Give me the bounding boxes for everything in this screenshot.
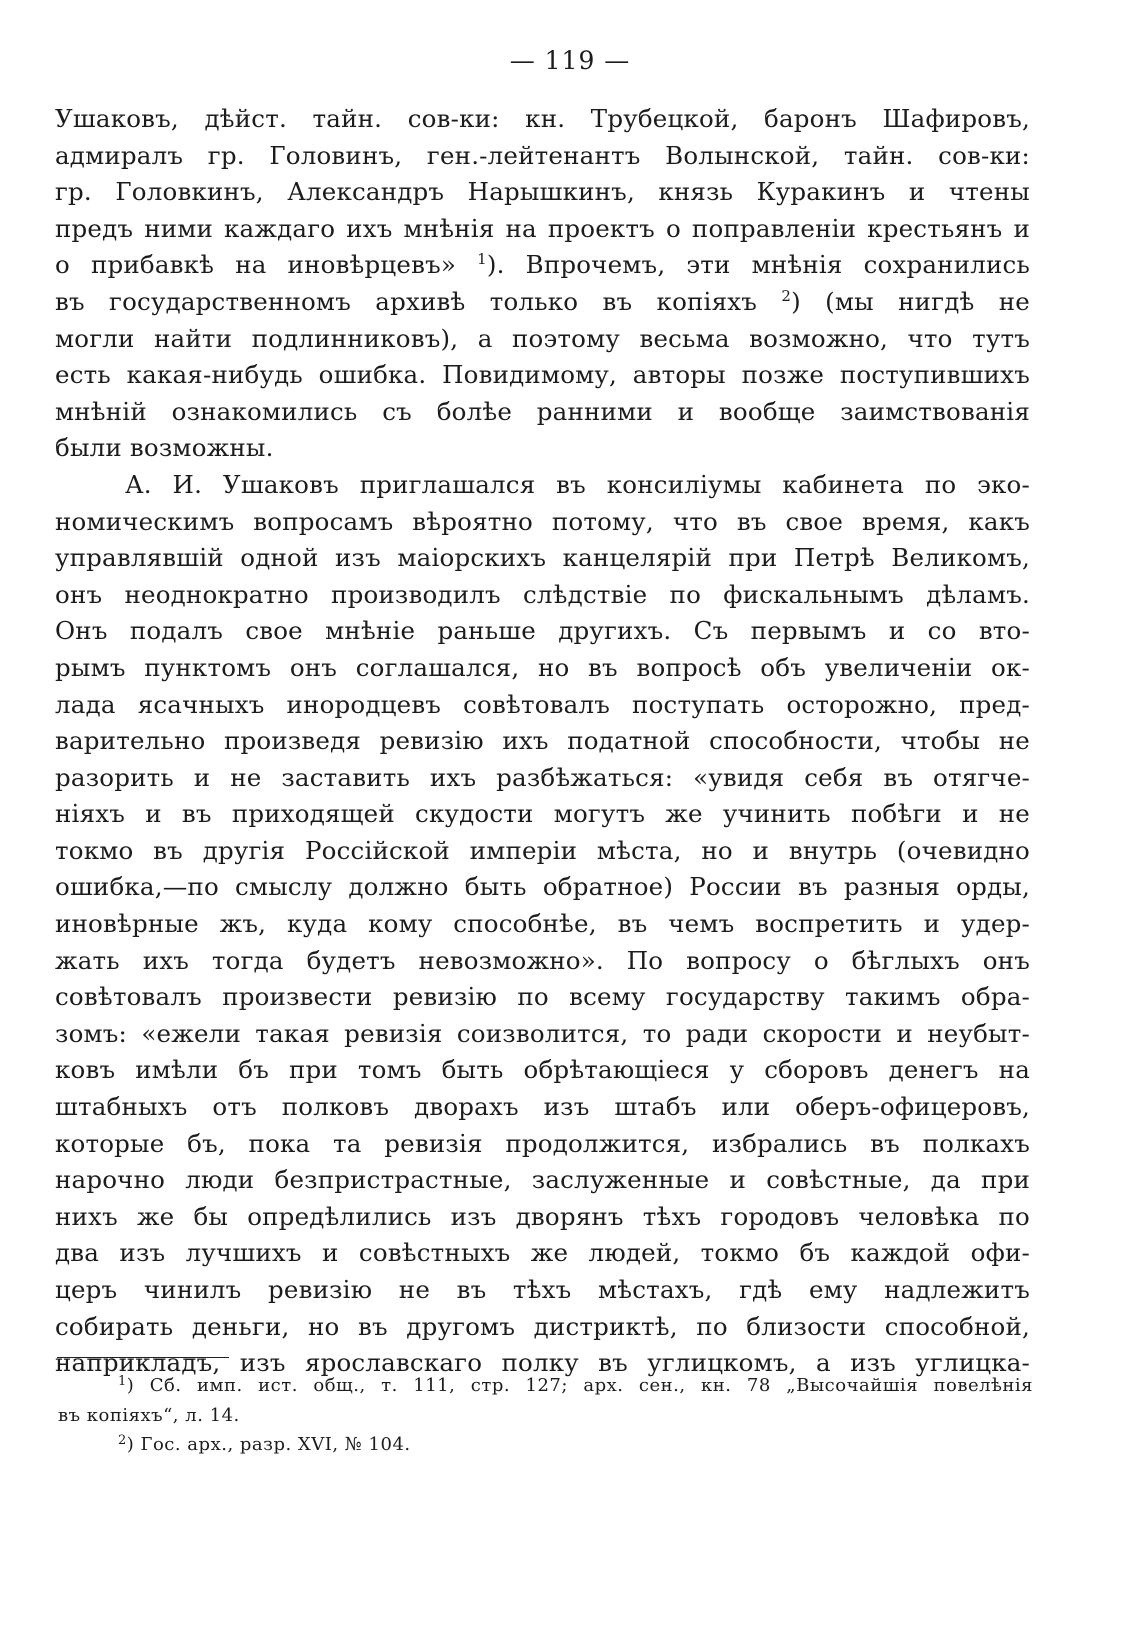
text-segment: . Впрочемъ, эти мнѣнія сохранились <box>496 250 1030 280</box>
text-line: Ушаковъ, дѣйст. тайн. сов-ки: кн. Трубецкой, баронъ Шафировъ, <box>55 104 1030 133</box>
body-text <box>55 101 1030 1382</box>
text-line: есть какая-нибудь ошибка. Повидимому, авторы позже поступившихъ <box>55 360 1030 390</box>
text-line-with-footnote-ref: въ государственномъ архивѣ только въ копіяхъ $^2$) (мы нигдѣ не <box>55 286 1030 316</box>
text-line: варительно произведя ревизію ихъ податной способности, чтобы не <box>55 726 1030 756</box>
text-line: номическимъ вопросамъ вѣроятно потому, что въ свое время, какъ <box>55 506 1030 536</box>
text-line: ошибка,—по смыслу должно быть обратное) России въ разныя орды, <box>55 872 1030 902</box>
text-segment: о прибавкѣ на иновѣрцевъ» <box>55 250 457 280</box>
text-line: нарочно люди безпристрастные, заслуженные и совѣстные, да при <box>55 1165 1030 1195</box>
text-line: иновѣрные жъ, куда кому способнѣе, въ чемъ воспретить и удер- <box>55 909 1030 939</box>
text-line: гр. Головкинъ, Александръ Нарышкинъ, князь Куракинъ и чтены <box>55 177 1030 207</box>
footnote-ref-1[interactable]: 1 <box>477 250 487 269</box>
footnote-separator <box>57 1357 229 1358</box>
footnote-1-continued: въ копіяхъ“, л. 14. <box>58 1404 240 1426</box>
text-line: штабныхъ отъ полковъ дворахъ изъ штабъ или оберъ-офицеровъ, <box>55 1092 1030 1122</box>
footnote-ref-2[interactable]: 2 <box>781 286 792 305</box>
page-number: — 119 — <box>509 46 631 75</box>
text-line: мнѣній ознакомились съ болѣе ранними и вообще заимствованія <box>55 396 1030 426</box>
text-line: зомъ: «ежели такая ревизія соизволится, то ради скорости и неубыт- <box>55 1018 1030 1048</box>
text-segment: въ государственномъ архивѣ только въ копіяхъ <box>55 286 758 316</box>
text-segment: мы нигдѣ не <box>834 286 1030 316</box>
text-line: предъ ними каждаго ихъ мнѣнія на проектъ о поправленіи крестьянъ и <box>55 213 1030 243</box>
text-line: А. И. Ушаковъ приглашался въ консиліумы кабинета по эко- <box>125 469 1030 499</box>
text-line: были возможны. <box>55 433 274 463</box>
text-line: могли найти подлинниковъ), а поэтому весьма возможно, что тутъ <box>55 323 1030 353</box>
footnote-2-text: Гос. арх., разр. XVI, № 104. <box>140 1434 411 1455</box>
text-line: жать ихъ тогда будетъ невозможно». По вопросу о бѣглыхъ онъ <box>55 945 1030 975</box>
footnotes <box>58 1371 1033 1460</box>
text-line: управлявшій одной изъ маіорскихъ канцелярій при Петрѣ Великомъ, <box>55 543 1030 573</box>
text-line-with-footnote-ref: о прибавкѣ на иновѣрцевъ» $^1$). Впрочемъ, эти мнѣнія сохранились <box>55 250 1030 280</box>
footnote-2-mark: 2 <box>118 1433 127 1448</box>
text-line: рымъ пунктомъ онъ соглашался, но въ вопросѣ объ увеличеніи ок- <box>55 652 1030 682</box>
text-line: онъ неоднократно производилъ слѣдствіе по фискальнымъ дѣламъ. <box>55 579 1030 609</box>
footnote-2: $^2$) Гос. арх., разр. XVI, № 104. <box>118 1433 411 1455</box>
text-line: два изъ лучшихъ и совѣстныхъ же людей, токмо бъ каждой офи- <box>55 1238 1030 1268</box>
text-line: совѣтовалъ произвести ревизію по всему государству такимъ обра- <box>55 982 1030 1012</box>
text-line: собирать деньги, но въ другомъ дистриктѣ, по близости способной, <box>55 1311 1030 1341</box>
footnote-1-text: Сб. имп. ист. общ., т. 111, стр. 127; арх. сен., кн. 78 „Высочайшія повелѣнія <box>149 1375 1034 1396</box>
text-line: ковъ имѣли бъ при томъ быть обрѣтающіеся у сборовъ денегъ на <box>55 1055 1030 1085</box>
text-line: Онъ подалъ свое мнѣніе раньше другихъ. Съ первымъ и со вто- <box>55 616 1030 646</box>
text-line: церъ чинилъ ревизію не въ тѣхъ мѣстахъ, гдѣ ему надлежитъ <box>55 1275 1030 1304</box>
footnote-1: $^1$) Сб. имп. ист. общ., т. 111, стр. 127; арх. сен., кн. 78 „Высочайшія повелѣнія <box>118 1374 1034 1396</box>
text-line: которые бъ, пока та ревизія продолжится, избрались въ полкахъ <box>55 1128 1030 1158</box>
text-line: токмо въ другія Россійской имперіи мѣста, но и внутрь (очевидно <box>55 835 1030 865</box>
text-line: наприкладъ, изъ ярославскаго полку въ углицкомъ, а изъ углицка- <box>55 1348 1030 1378</box>
text-line: лада ясачныхъ инородцевъ совѣтовалъ поступать осторожно, пред- <box>55 689 1030 719</box>
footnote-1-mark: 1 <box>118 1374 127 1389</box>
text-line: разорить и не заставить ихъ разбѣжаться: «увидя себя въ отягче- <box>55 762 1030 792</box>
text-line: адмиралъ гр. Головинъ, ген.-лейтенантъ Волынской, тайн. сов-ки: <box>55 140 1030 170</box>
text-line: нихъ же бы опредѣлились изъ дворянъ тѣхъ городовъ человѣка по <box>55 1201 1030 1231</box>
text-line: ніяхъ и въ приходящей скудости могутъ же учинить побѣги и не <box>55 799 1030 829</box>
